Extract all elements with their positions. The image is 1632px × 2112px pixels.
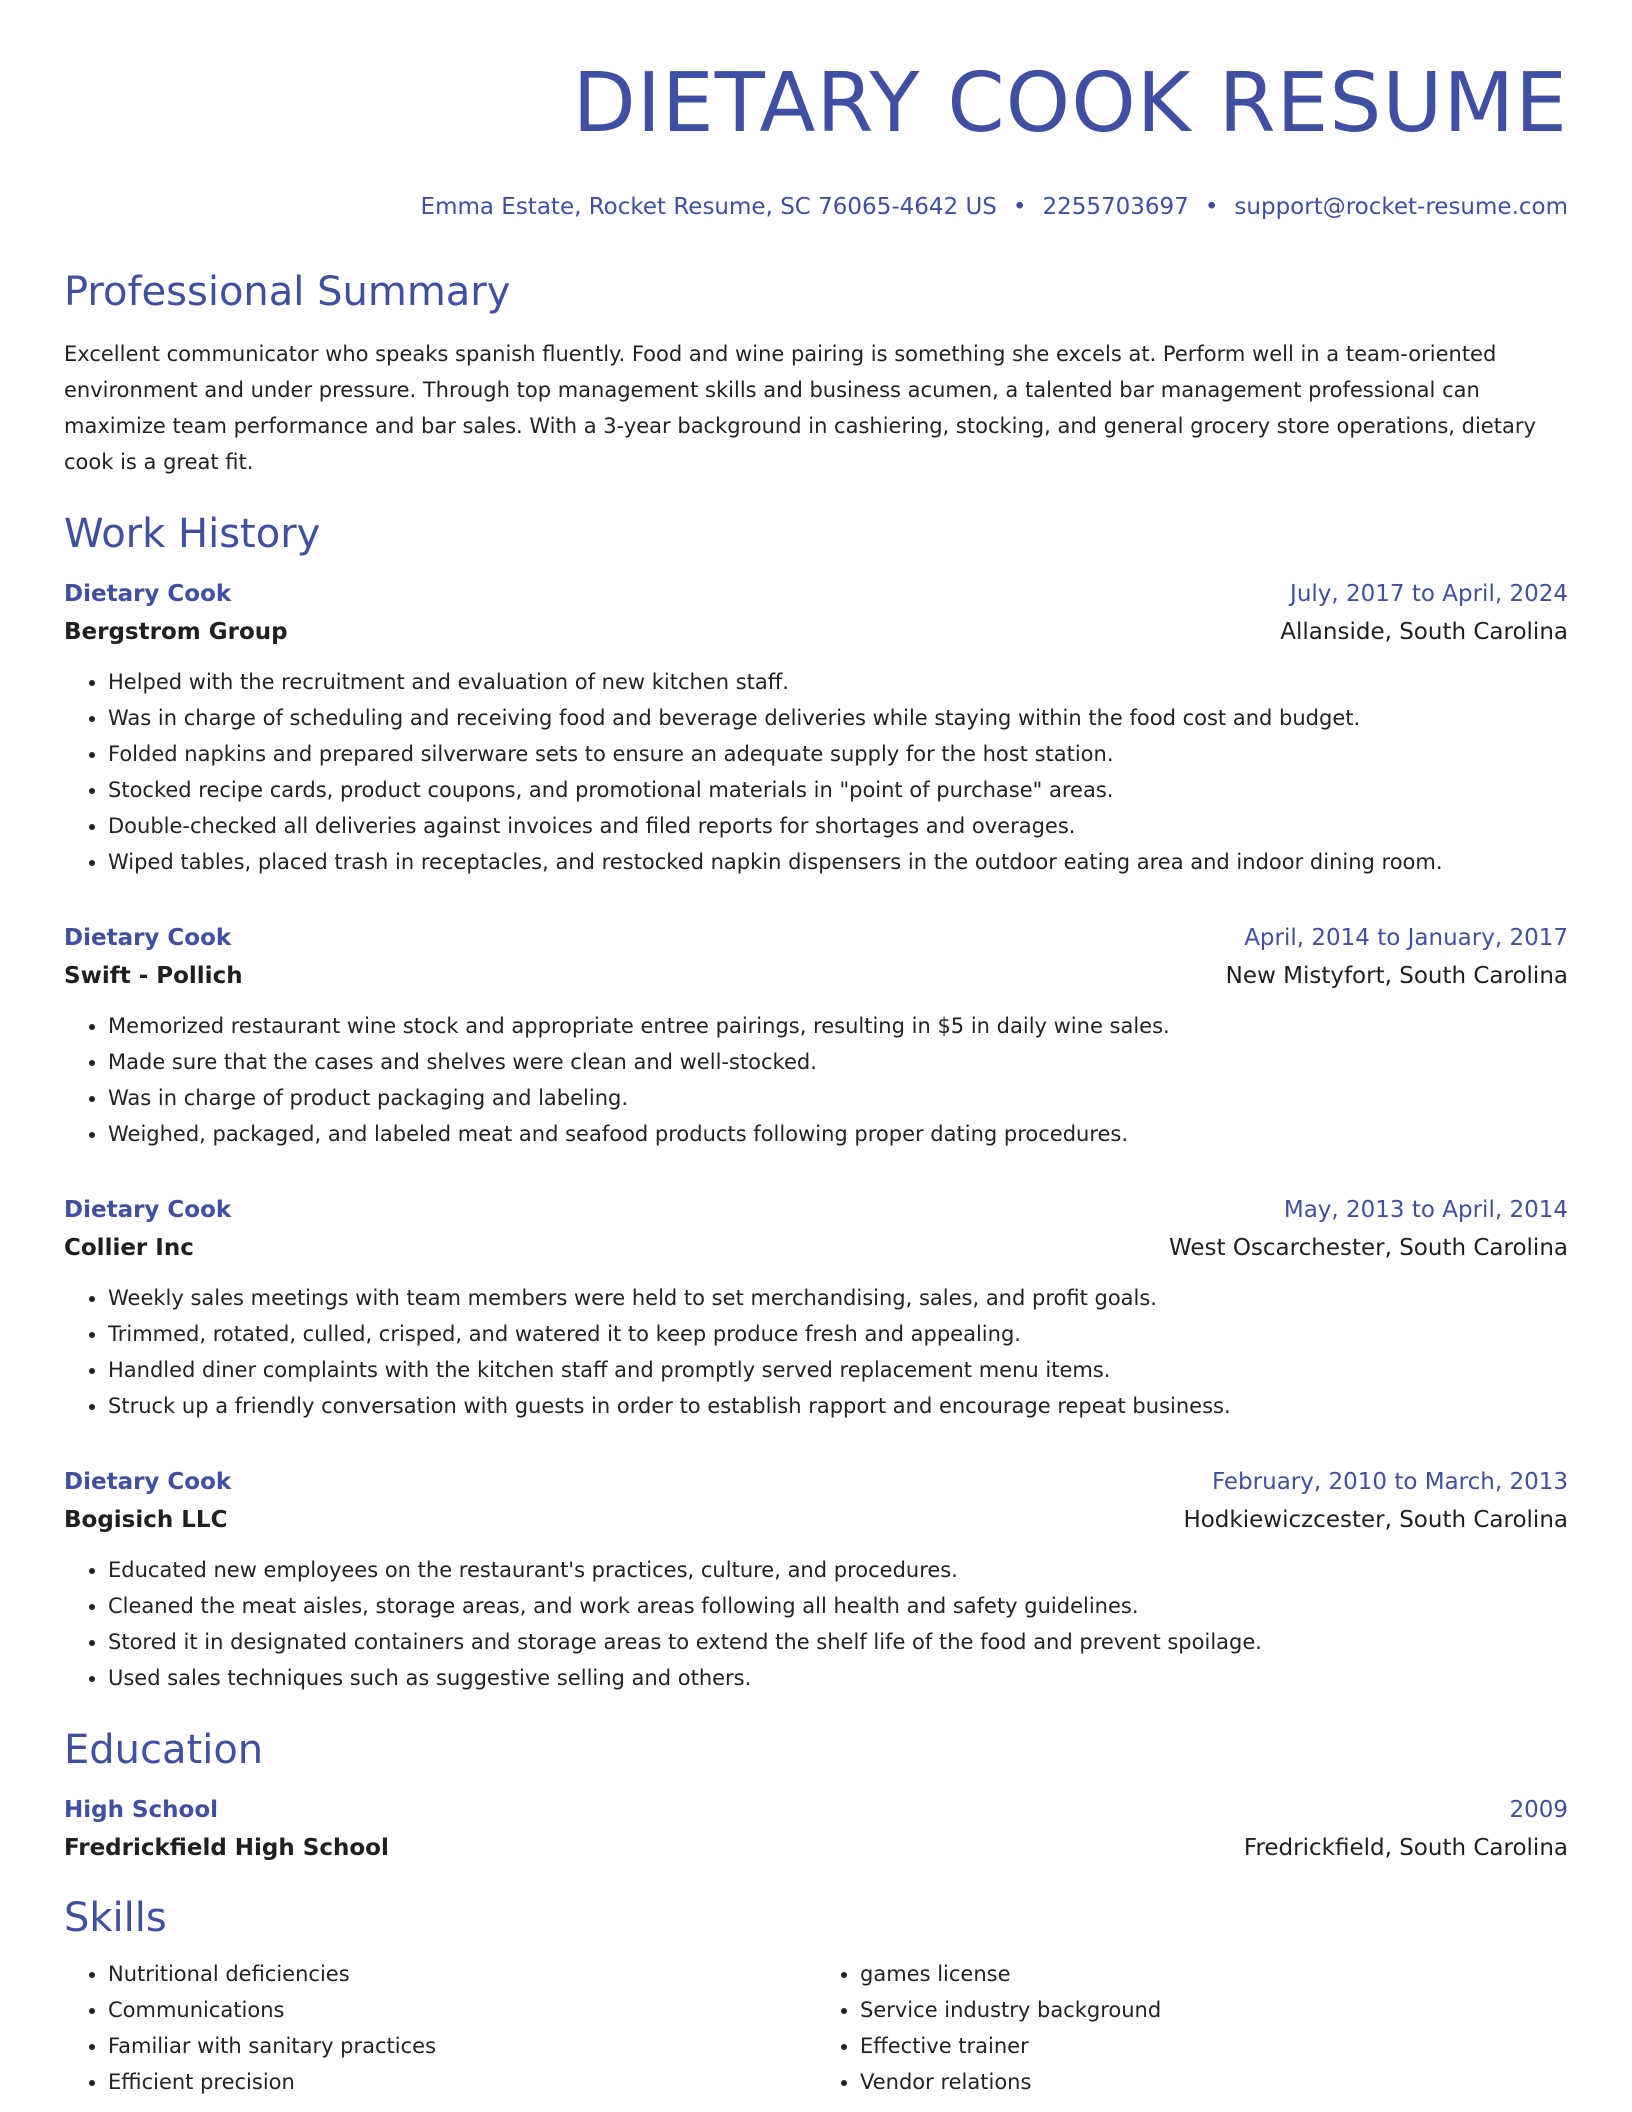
job-location: West Oscarchester, South Carolina bbox=[1168, 1235, 1568, 1261]
job-role: Dietary Cook bbox=[64, 581, 232, 607]
job-location: Hodkiewiczcester, South Carolina bbox=[1183, 1507, 1568, 1533]
job-dates: February, 2010 to March, 2013 bbox=[1211, 1469, 1568, 1495]
skill-item: • Service industry background bbox=[860, 1992, 1568, 2028]
skill-item: • Communications bbox=[108, 1992, 816, 2028]
resume-title: DIETARY COOK RESUME bbox=[572, 56, 1568, 151]
job-bullet: • Folded napkins and prepared silverware sets to ensure an adequate supply for the host station. bbox=[108, 736, 1568, 772]
job-bullet: • Double-checked all deliveries against invoices and filed reports for shortages and overages. bbox=[108, 808, 1568, 844]
job-role: Dietary Cook bbox=[64, 925, 232, 951]
job-dates: July, 2017 to April, 2024 bbox=[1290, 581, 1568, 607]
job-bullet: • Stocked recipe cards, product coupons, and promotional materials in "point of purchase" areas. bbox=[108, 772, 1568, 808]
job-role: Dietary Cook bbox=[64, 1469, 232, 1495]
job-location: Allanside, South Carolina bbox=[1280, 619, 1568, 645]
job-dates: April, 2014 to January, 2017 bbox=[1244, 925, 1568, 951]
job-dates: May, 2013 to April, 2014 bbox=[1283, 1197, 1568, 1223]
job-bullet: • Weekly sales meetings with team members were held to set merchandising, sales, and profit goals. bbox=[108, 1280, 1568, 1316]
job-bullet: • Was in charge of product packaging and labeling. bbox=[108, 1080, 1568, 1116]
skill-item: • Vendor relations bbox=[860, 2064, 1568, 2100]
job-bullet: • Memorized restaurant wine stock and appropriate entree pairings, resulting in $5 in daily wine sales. bbox=[108, 1008, 1568, 1044]
education-degree: High School bbox=[64, 1797, 219, 1823]
job-bullets bbox=[64, 664, 1568, 880]
job-bullet: • Was in charge of scheduling and receiving food and beverage deliveries while staying within the food cost and budget. bbox=[108, 700, 1568, 736]
job-bullet: • Helped with the recruitment and evaluation of new kitchen staff. bbox=[108, 664, 1568, 700]
job-bullet: • Made sure that the cases and shelves were clean and well-stocked. bbox=[108, 1044, 1568, 1080]
job-entry bbox=[64, 1194, 1568, 1424]
job-bullet: • Trimmed, rotated, culled, crisped, and watered it to keep produce fresh and appealing. bbox=[108, 1316, 1568, 1352]
job-bullet: • Weighed, packaged, and labeled meat and seafood products following proper dating procedures. bbox=[108, 1116, 1568, 1152]
job-entry bbox=[64, 922, 1568, 1152]
education-year: 2009 bbox=[1509, 1797, 1568, 1823]
job-entry bbox=[64, 1466, 1568, 1696]
job-company: Bogisich LLC bbox=[64, 1507, 228, 1533]
job-bullet: • Cleaned the meat aisles, storage areas, and work areas following all health and safety guidelines. bbox=[108, 1588, 1568, 1624]
job-bullet: • Struck up a friendly conversation with guests in order to establish rapport and encourage repeat business. bbox=[108, 1388, 1568, 1424]
contact-address: Emma Estate, Rocket Resume, SC 76065-4642 US bbox=[420, 194, 997, 220]
skill-item: • games license bbox=[860, 1956, 1568, 1992]
education-entry bbox=[64, 1794, 1568, 1864]
job-role: Dietary Cook bbox=[64, 1197, 232, 1223]
skills-column-left bbox=[64, 1956, 816, 2100]
skills-heading: Skills bbox=[64, 1895, 167, 1941]
job-company: Bergstrom Group bbox=[64, 619, 288, 645]
contact-email: support@rocket-resume.com bbox=[1234, 194, 1568, 220]
work-history-heading: Work History bbox=[64, 511, 321, 557]
job-bullet: • Educated new employees on the restaurant's practices, culture, and procedures. bbox=[108, 1552, 1568, 1588]
job-bullet: • Handled diner complaints with the kitchen staff and promptly served replacement menu items. bbox=[108, 1352, 1568, 1388]
education-school: Fredrickfield High School bbox=[64, 1835, 389, 1861]
job-location: New Mistyfort, South Carolina bbox=[1225, 963, 1568, 989]
skills-column-right bbox=[816, 1956, 1568, 2100]
summary-text: Excellent communicator who speaks spanish fluently. Food and wine pairing is something she excels at. Perform well in a team-oriented environment and under pressure. Through top management skills and business acumen, a talented bar management professional can maximize team performance and bar sales. With a 3-year background in cashiering, stocking, and general grocery store operations, dietary cook is a great fit. bbox=[64, 342, 1536, 474]
skill-item: • Familiar with sanitary practices bbox=[108, 2028, 816, 2064]
skill-item: • Nutritional deficiencies bbox=[108, 1956, 816, 1992]
skills-list bbox=[64, 1956, 1568, 2100]
skill-item: • Efficient precision bbox=[108, 2064, 816, 2100]
job-entry bbox=[64, 578, 1568, 880]
job-company: Collier Inc bbox=[64, 1235, 194, 1261]
job-bullet: • Stored it in designated containers and storage areas to extend the shelf life of the food and prevent spoilage. bbox=[108, 1624, 1568, 1660]
contact-line bbox=[64, 192, 1568, 222]
job-bullet: • Wiped tables, placed trash in receptacles, and restocked napkin dispensers in the outdoor eating area and indoor dining room. bbox=[108, 844, 1568, 880]
contact-separator: • bbox=[1012, 194, 1027, 220]
education-location: Fredrickfield, South Carolina bbox=[1243, 1835, 1568, 1861]
education-heading: Education bbox=[64, 1727, 264, 1773]
summary-heading: Professional Summary bbox=[64, 269, 511, 315]
job-bullet: • Used sales techniques such as suggestive selling and others. bbox=[108, 1660, 1568, 1696]
contact-phone: 2255703697 bbox=[1042, 194, 1189, 220]
skill-item: • Effective trainer bbox=[860, 2028, 1568, 2064]
job-company: Swift - Pollich bbox=[64, 963, 243, 989]
job-bullets bbox=[64, 1280, 1568, 1424]
job-bullets bbox=[64, 1552, 1568, 1696]
contact-separator: • bbox=[1204, 194, 1219, 220]
job-bullets bbox=[64, 1008, 1568, 1152]
